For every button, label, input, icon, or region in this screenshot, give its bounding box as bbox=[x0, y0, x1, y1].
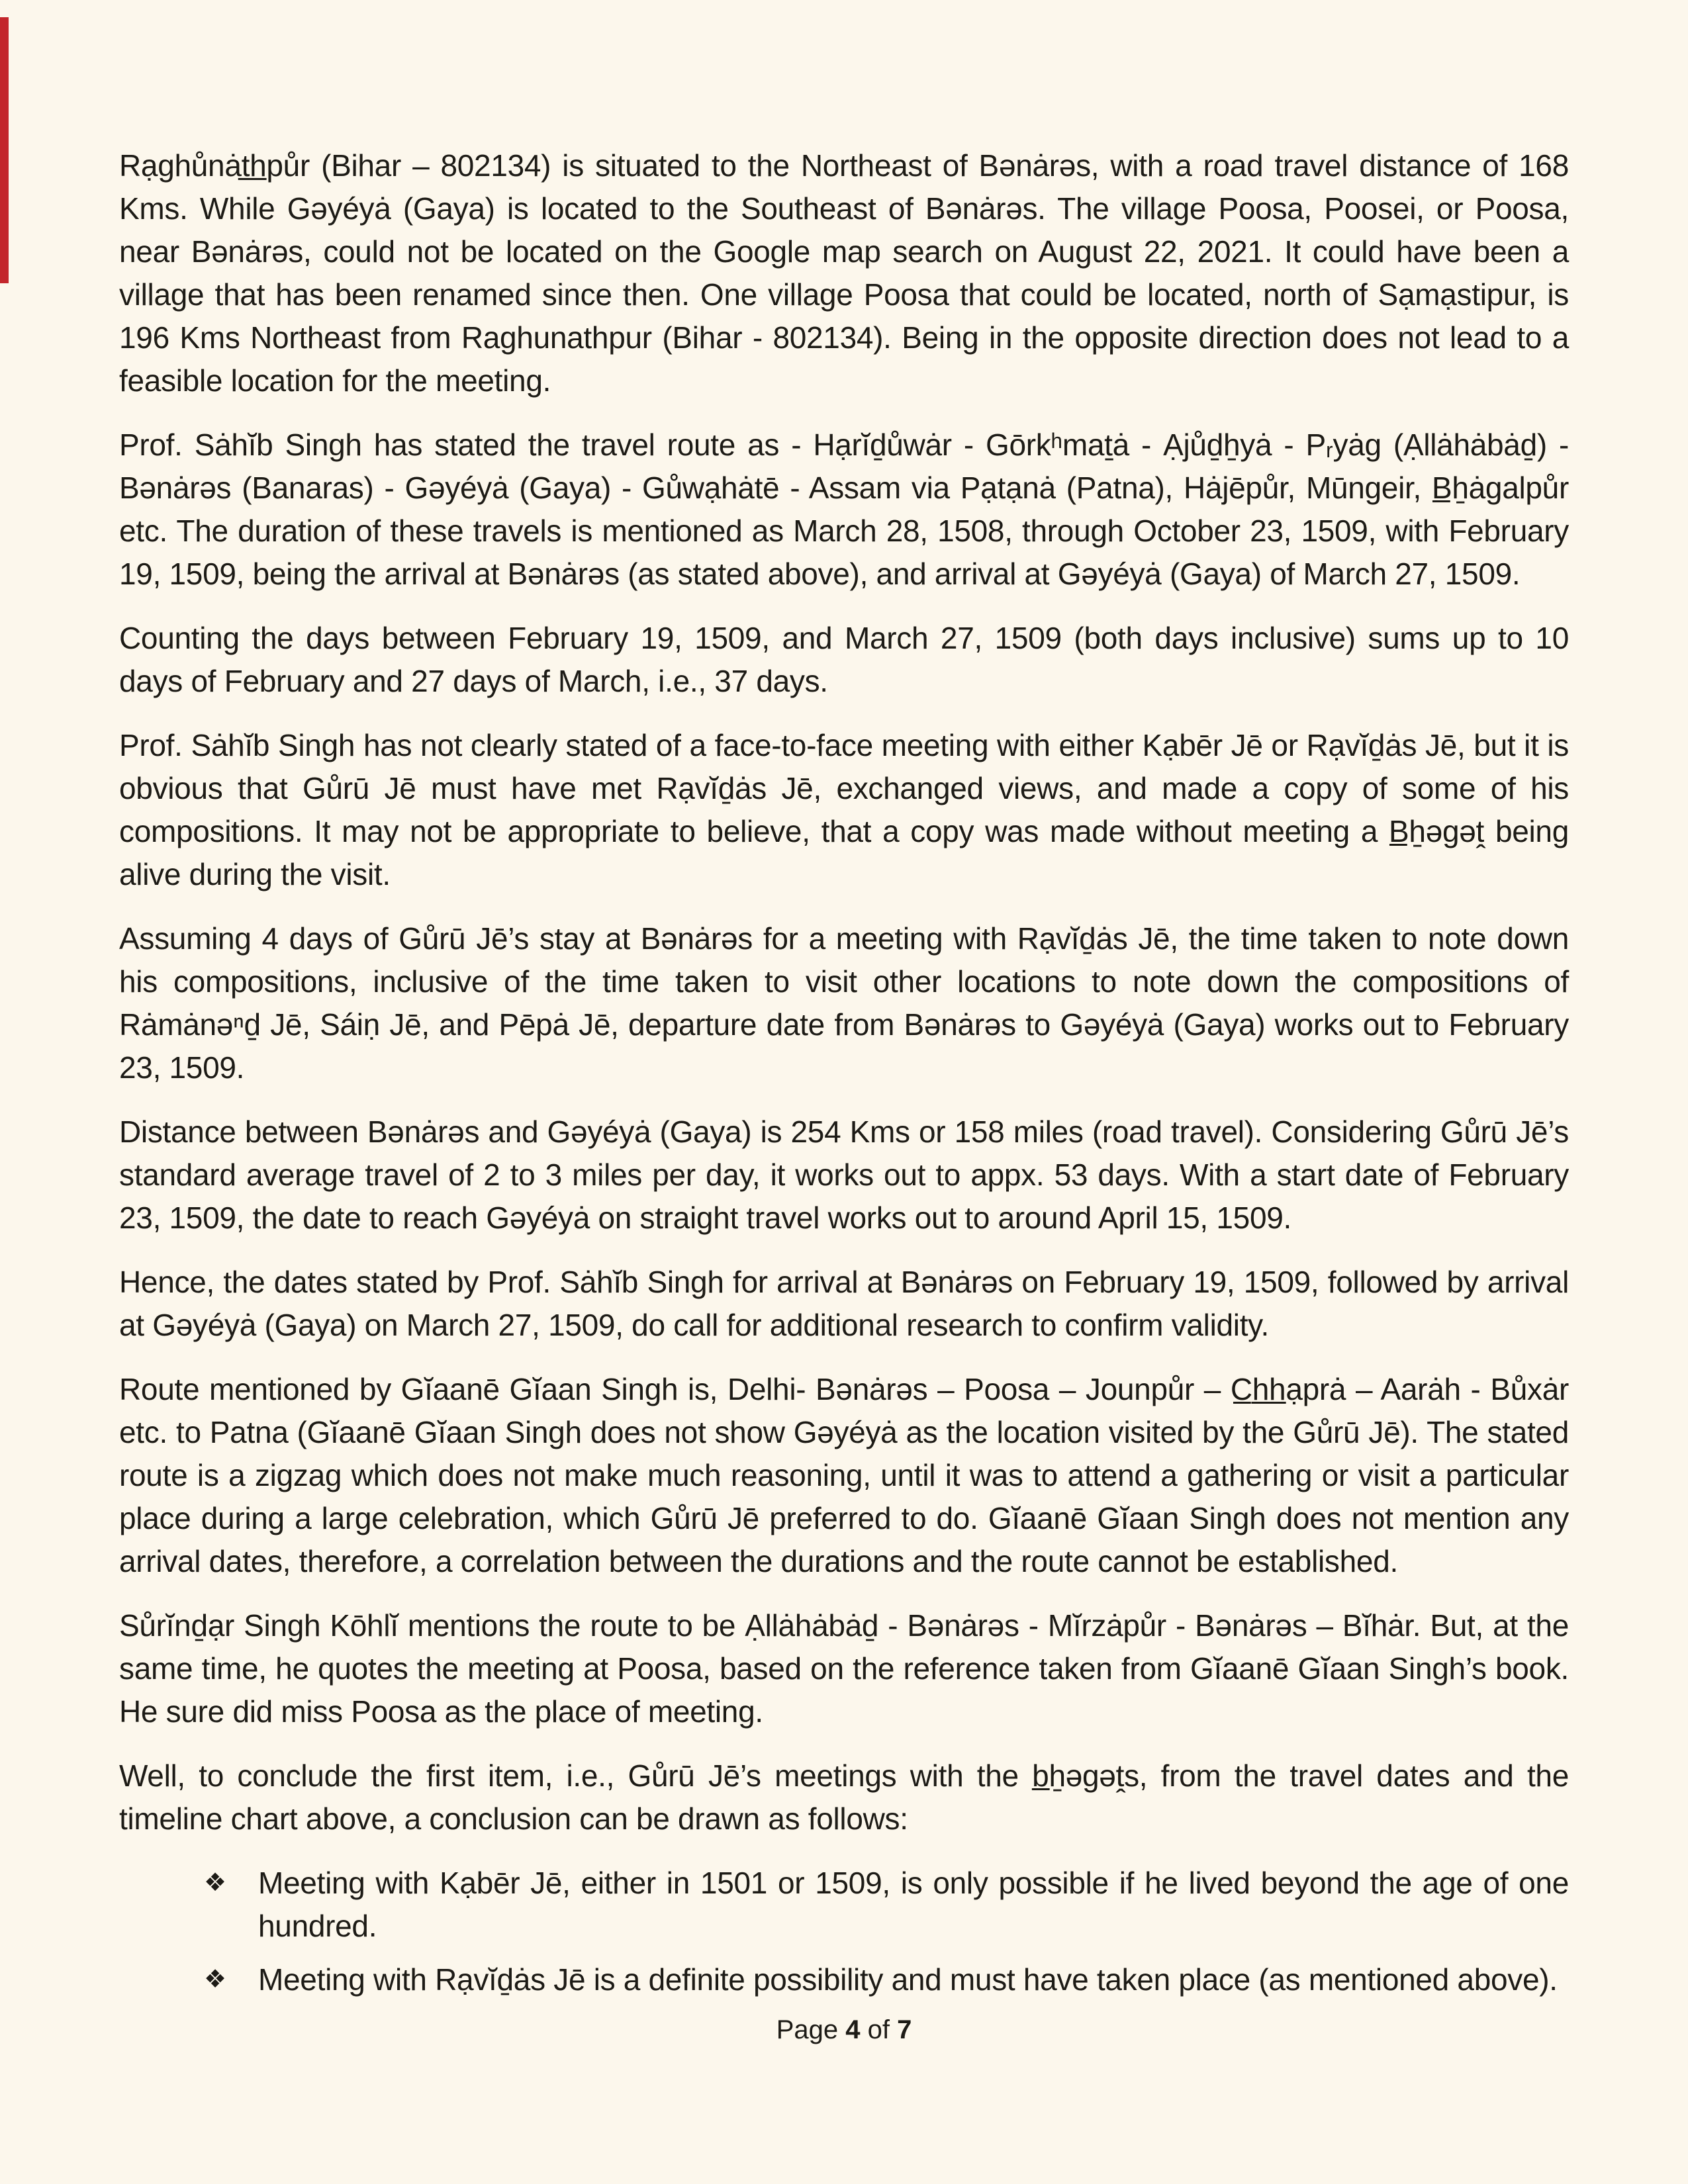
diamond-bullet-icon: ❖ bbox=[204, 1869, 226, 1897]
paragraph-counting-days: Counting the days between February 19, 1509, and March 27, 1509 (both days inclusive) sums up to 10 days of February and 27 days of March, i.e., 37 days. bbox=[119, 621, 1569, 698]
paragraph-validity-conclusion: Hence, the dates stated by Prof. Sȧhĭb Singh for arrival at Bənȧrəs on February 19, 1509, followed by arrival at Gəyéyȧ (Gaya) on March 27, 1509, do call for additional research to confirm validity. bbox=[119, 1265, 1569, 1342]
paragraph-distance-calculation: Distance between Bənȧrəs and Gəyéyȧ (Gaya) is 254 Kms or 158 miles (road travel). Considering Gůrū Jē’s standard average travel of 2 to 3 miles per day, it works out to appx. 53 days. With a start date of February 23, 1509, the date to reach Gəyéyȧ on straight travel works out to around April 15, 1509. bbox=[119, 1115, 1569, 1235]
list-item-text: Meeting with Rạvĭḏȧs Jē is a definite possibility and must have taken place (as mentioned above). bbox=[258, 1962, 1558, 1997]
paragraph-raghunathpur-location: Rạghůnȧt̲h̲půr (Bihar – 802134) is situated to the Northeast of Bənȧrəs, with a road travel distance of 168 Kms. While Gəyéyȧ (Gaya) is located to the Southeast of Bənȧrəs. The village Poosa, Poosei, or Poosa, near Bənȧrəs, could not be located on the Google map search on August 22, 2021. It could have been a village that has been renamed since then. One village Poosa that could be located, north of Sạmạstipur, is 196 Kms Northeast from Raghunathpur (Bihar - 802134). Being in the opposite direction does not lead to a feasible location for the meeting. bbox=[119, 148, 1569, 398]
footer-page-label: Page bbox=[776, 2015, 846, 2044]
footer-of-label: of bbox=[860, 2015, 898, 2044]
list-item-kaber-meeting bbox=[204, 1862, 1569, 1948]
document-body bbox=[119, 144, 1569, 2012]
list-item-ravidas-meeting bbox=[204, 1958, 1569, 2001]
paragraph-sahib-singh-route: Prof. Sȧhĭb Singh has stated the travel route as - Hạrĭḏůwȧr - Gōrkʰmaṯȧ - Ạjůḏẖyȧ - Pᵣyȧg (Ạllȧhȧbȧḏ) - Bənȧrəs (Banaras) - Gəyéyȧ (Gaya) - Gůwạhȧtē - Assam via Pạtạnȧ (Patna), Hȧjēpůr, Mūngeir, B̲ẖȧgalpůr etc. The duration of these travels is mentioned as March 28, 1508, through October 23, 1509, with February 19, 1509, being the arrival at Bənȧrəs (as stated above), and arrival at Gəyéyȧ (Gaya) of March 27, 1509. bbox=[119, 428, 1569, 591]
red-margin-bar bbox=[0, 17, 9, 283]
paragraph-meeting-possibility: Prof. Sȧhĭb Singh has not clearly stated of a face-to-face meeting with either Kạbēr Jē or Rạvĭḏȧs Jē, but it is obvious that Gůrū Jē must have met Rạvĭḏȧs Jē, exchanged views, and made a copy of some of his compositions. It may not be appropriate to believe, that a copy was made without meeting a B̲ẖəgəṱ being alive during the visit. bbox=[119, 728, 1569, 891]
diamond-bullet-icon: ❖ bbox=[204, 1966, 226, 1993]
paragraph-conclusion-intro: Well, to conclude the first item, i.e., Gůrū Jē’s meetings with the b̲ẖəgəṱs, from the travel dates and the timeline chart above, a conclusion can be drawn as follows: bbox=[119, 1758, 1569, 1836]
list-item-text: Meeting with Kạbēr Jē, either in 1501 or 1509, is only possible if he lived beyond the age of one hundred. bbox=[258, 1866, 1569, 1943]
paragraph-giaan-singh-route: Route mentioned by Gĭaanē Gĭaan Singh is, Delhi- Bənȧrəs – Poosa – Jounpůr – C̲h̲h̲ạprȧ – Aarȧh - Bůxȧr etc. to Patna (Gĭaanē Gĭaan Singh does not show Gəyéyȧ as the location visited by the Gůrū Jē). The stated route is a zigzag which does not make much reasoning, until it was to attend a gathering or visit a particular place during a large celebration, which Gůrū Jē preferred to do. Gĭaanē Gĭaan Singh does not mention any arrival dates, therefore, a correlation between the durations and the route cannot be established. bbox=[119, 1372, 1569, 1578]
conclusion-list bbox=[119, 1862, 1569, 2001]
footer-total-pages: 7 bbox=[897, 2015, 912, 2044]
paragraph-stay-assumption: Assuming 4 days of Gůrū Jē’s stay at Bənȧrəs for a meeting with Rạvĭḏȧs Jē, the time taken to note down his compositions, inclusive of the time taken to visit other locations to note down the compositions of Rȧmȧnəⁿḏ Jē, Sáiṇ Jē, and Pēpȧ Jē, departure date from Bənȧrəs to Gəyéyȧ (Gaya) works out to February 23, 1509. bbox=[119, 921, 1569, 1085]
footer-current-page: 4 bbox=[845, 2015, 861, 2044]
page-footer bbox=[0, 2013, 1688, 2046]
paragraph-surindar-kohli-route: Sůrĭnḏạr Singh Kōhlĭ mentions the route to be Ạllȧhȧbȧḏ - Bənȧrəs - Mĭrzȧpůr - Bənȧrəs – Bĭhȧr. But, at the same time, he quotes the meeting at Poosa, based on the reference taken from Gĭaanē Gĭaan Singh’s book. He sure did miss Poosa as the place of meeting. bbox=[119, 1608, 1569, 1729]
